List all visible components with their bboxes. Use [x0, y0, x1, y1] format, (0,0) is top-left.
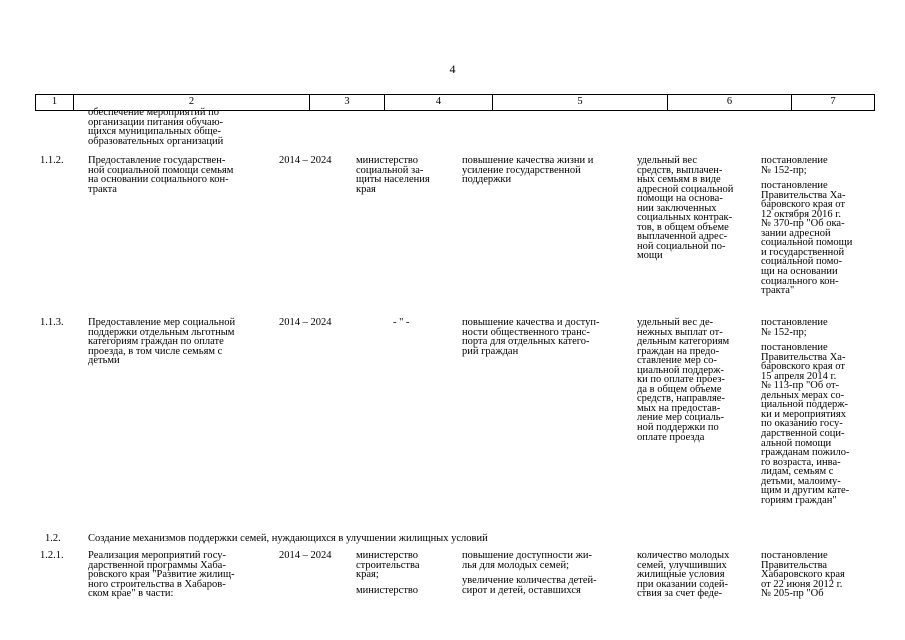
text-line: Правительства Ха- [761, 351, 846, 363]
text-line: поддержки [462, 174, 512, 186]
text-line: повышение доступности жи- [462, 550, 592, 561]
text-line: повышение качества и доступ- [462, 317, 600, 328]
text-line: строительства [356, 559, 420, 571]
period: 2014 – 2024 [279, 317, 332, 328]
text-line: удельный вес де- [637, 317, 714, 328]
text-line: циальной поддерж- [761, 399, 849, 411]
indicator [637, 318, 729, 442]
text-line: дарственной программы Хаба- [88, 559, 226, 571]
text-line: социального кон- [761, 275, 839, 287]
text-line: мощи [637, 250, 663, 262]
text-line: социальной за- [356, 164, 424, 176]
text-line: постановление [761, 155, 828, 166]
text-line: проезда, в том числе семьям с [88, 345, 223, 357]
text-line: рий граждан [462, 345, 519, 357]
text-line: № 152-пр; [761, 326, 807, 338]
header-col-2: 2 [74, 95, 310, 110]
text-line: баровского края от [761, 199, 845, 211]
text-line: лья для молодых семей; [462, 559, 570, 571]
section-title: Создание механизмов поддержки семей, нуждающихся в улучшении жилищных условий [88, 533, 488, 544]
text-line: Предоставление мер социальной [88, 317, 236, 328]
period: 2014 – 2024 [279, 155, 332, 166]
text-line: социальной помощи [761, 237, 853, 249]
text-line: го возраста, инва- [761, 456, 841, 468]
text-line: на основании социального кон- [88, 174, 229, 186]
text-line: зании адресной [761, 227, 831, 239]
text-line: ной социальной помощи семьям [88, 164, 234, 176]
text-line: ных семьям в виде [637, 174, 721, 186]
text-line: баровского края от [761, 361, 845, 373]
text-line: ствия за счет феде- [637, 588, 723, 600]
text-line: мых на предостав- [637, 402, 721, 414]
section-number: 1.2. [45, 533, 61, 544]
text-line: семей, улучшивших [637, 559, 727, 571]
header-col-5: 5 [493, 95, 668, 110]
text-line: организации питания обучаю- [88, 116, 224, 128]
text-line: лидам, семьям с [761, 466, 834, 478]
header-col-6: 6 [668, 95, 792, 110]
text-line: количество молодых [637, 550, 730, 561]
text-line: дарственной соци- [761, 428, 845, 440]
text-line: средств, направляе- [637, 393, 725, 405]
text-line: выплаченной адрес- [637, 231, 728, 243]
text-line: категориям граждан по оплате [88, 336, 224, 348]
text-line: оплате проезда [637, 431, 705, 443]
header-col-7: 7 [830, 96, 836, 107]
text-line: детьми, малоиму- [761, 475, 841, 487]
text-line: ного строительства в Хабаров- [88, 578, 226, 590]
text-line: Реализация мероприятий госу- [88, 550, 227, 561]
text-line: дельным категориям [637, 336, 730, 348]
text-line: № 113-пр "Об от- [761, 380, 840, 392]
text-line: от 22 июня 2012 г. [761, 578, 843, 590]
text-line: по оказанию госу- [761, 418, 843, 430]
row-number: 1.2.1. [40, 550, 64, 561]
text-line: ском крае" в части: [88, 588, 174, 600]
executor-ditto: - " - [393, 317, 410, 328]
text-line: постановление [761, 180, 828, 192]
period: 2014 – 2024 [279, 550, 332, 561]
text-line: увеличение количества детей- [462, 575, 597, 587]
text-line: тракта [88, 183, 117, 195]
text-line: постановление [761, 550, 828, 561]
text-line: Хабаровского края [761, 569, 845, 581]
text-line: нии заключенных [637, 202, 717, 214]
text-line: удельный вес [637, 155, 698, 166]
text-line: № 152-пр; [761, 164, 807, 176]
page-number: 4 [449, 62, 456, 76]
text-line: министерство [356, 550, 419, 561]
executor [356, 156, 430, 194]
expected-result [462, 156, 593, 185]
text-line: тракта" [761, 285, 795, 297]
text-line: края; [356, 569, 379, 581]
activity-name [88, 318, 235, 366]
text-line: ровского края "Развитие жилищ- [88, 569, 235, 581]
text-line: дельных мерах со- [761, 389, 845, 401]
text-line: щи на основании [761, 266, 838, 278]
text-line: жилищные условия [637, 569, 725, 581]
legal-basis [761, 318, 850, 505]
text-line: Правительства [761, 559, 828, 571]
header-col-4: 4 [385, 95, 493, 110]
text-line: социальных контрак- [637, 212, 733, 224]
header-col-3: 3 [310, 95, 385, 110]
text-line: усиление государственной [462, 164, 581, 176]
text-line: постановление [761, 342, 828, 354]
text-line: образовательных организаций [88, 135, 224, 147]
text-line: министерство [356, 155, 419, 166]
text-line: порта для отдельных катего- [462, 336, 590, 348]
text-line: да в общем объеме [637, 383, 722, 395]
text-line: гражданам пожило- [761, 447, 850, 459]
text-line: тов, в общем объеме [637, 221, 729, 233]
text-line: при оказании содей- [637, 578, 728, 590]
legal-basis [761, 551, 845, 599]
text-line: помощи на основа- [637, 193, 723, 205]
text-line: постановление [761, 317, 828, 328]
text-line: 15 апреля 2014 г. [761, 370, 837, 382]
legal-basis [761, 156, 852, 296]
expected-result [462, 318, 599, 356]
text-line: № 205-пр "Об [761, 588, 824, 600]
row-number: 1.1.3. [40, 317, 64, 328]
text-line: ной социальной по- [637, 240, 726, 252]
text-line: № 370-пр "Об ока- [761, 218, 845, 230]
text-line: Правительства Ха- [761, 189, 846, 201]
text-line: детьми [88, 355, 120, 367]
text-line: циальной поддерж- [637, 364, 725, 376]
text-line: повышение качества жизни и [462, 155, 594, 166]
text-line: адресной социальной [637, 183, 734, 195]
text-line: ки по оплате проез- [637, 374, 725, 386]
text-line: сирот и детей, оставшихся [462, 584, 581, 596]
activity-name [88, 551, 235, 599]
text-line: министерство [356, 584, 419, 596]
indicator [637, 551, 729, 599]
text-line: 12 октября 2016 г. [761, 208, 842, 220]
continuation-text [88, 108, 223, 146]
text-line: гориям граждан" [761, 494, 837, 506]
header-col-1: 1 [36, 95, 74, 110]
text-line: ки и мероприятиях [761, 408, 846, 420]
text-line: поддержки отдельным льготным [88, 326, 235, 338]
indicator [637, 156, 733, 261]
text-line: социальной помо- [761, 256, 843, 268]
executor [356, 551, 420, 595]
text-line: щиты населения [356, 174, 430, 186]
text-line: ление мер социаль- [637, 412, 725, 424]
text-line: ной поддержки по [637, 422, 719, 434]
text-line: нежных выплат от- [637, 326, 723, 338]
row-number: 1.1.2. [40, 155, 64, 166]
text-line: Предоставление государствен- [88, 155, 226, 166]
text-line: щим и другим кате- [761, 485, 850, 497]
text-line: и государственной [761, 246, 845, 258]
text-line: края [356, 183, 376, 195]
text-line: щихся муниципальных обще- [88, 126, 221, 138]
text-line: обеспечение мероприятий по [88, 107, 219, 118]
text-line: ставление мер со- [637, 355, 717, 367]
activity-name [88, 156, 233, 194]
text-line: альной помощи [761, 437, 832, 449]
expected-result [462, 551, 597, 595]
text-line: граждан на предо- [637, 345, 720, 357]
text-line: средств, выплачен- [637, 164, 723, 176]
text-line: ности общественного транс- [462, 326, 590, 338]
